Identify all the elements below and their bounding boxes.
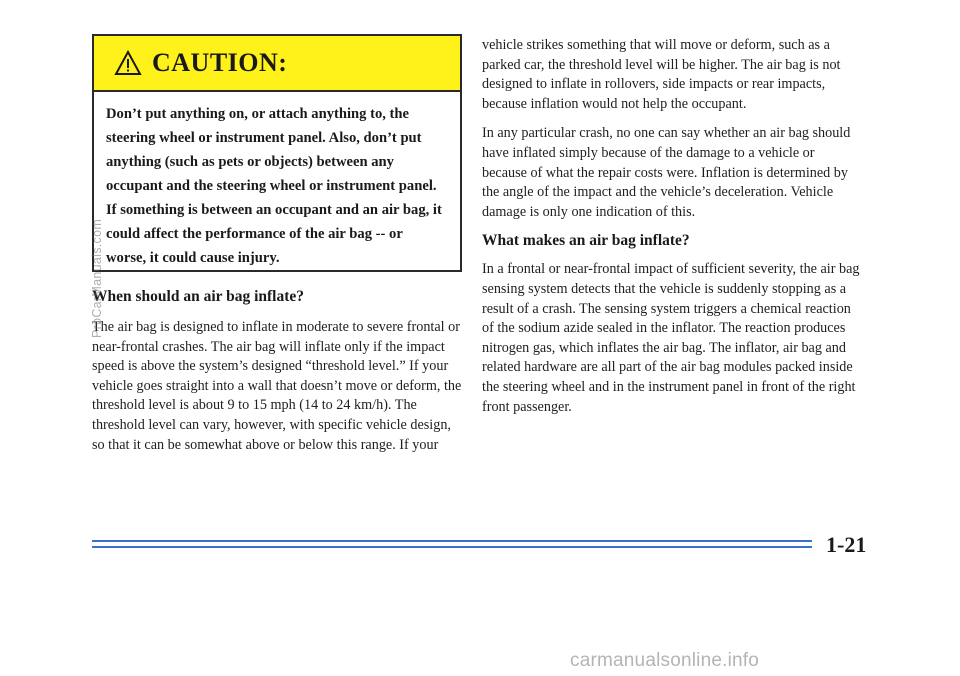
right-column <box>482 36 862 427</box>
warning-triangle-icon <box>114 50 142 76</box>
paragraph-threshold: The air bag is designed to inflate in moderate to severe frontal or near-frontal crashes. The air bag will inflate only if the impact speed is above the system’s designed “threshold level.” If your vehicle goes straight into a wall that doesn’t move or deform, the threshold level is about 9 to 15 mph (14 to 24 km/h). The threshold level can vary, however, with specific vehicle design, so that it can be somewhat above or below this range. If your <box>92 319 462 453</box>
caution-box <box>92 34 462 272</box>
watermark-bottom: carmanualsonline.info <box>570 650 760 671</box>
section-heading-when-inflate: When should an air bag inflate? <box>92 288 305 305</box>
caution-title: CAUTION: <box>152 48 288 77</box>
paragraph-continued: vehicle strikes something that will move or deform, such as a parked car, the threshold level will be higher. The air bag is not designed to inflate in rollovers, side impacts or rear impacts, because inflation would not help the occupant. <box>482 37 841 112</box>
footer-rule <box>92 540 812 554</box>
caution-header <box>94 36 460 92</box>
page-number: 1-21 <box>826 532 867 557</box>
section-heading-what-makes-inflate: What makes an air bag inflate? <box>482 232 690 250</box>
left-column <box>92 288 464 465</box>
caution-text: Don’t put anything on, or attach anything to, the steering wheel or instrument panel. Also, don’t put anything (such as pets or objects) between any occupant and the steering wheel or instrument panel. If something is between an occupant and an air bag, it could affect the performance of the air bag -- or worse, it could cause injury. <box>106 106 442 266</box>
paragraph-sensing-system: In a frontal or near-frontal impact of sufficient severity, the air bag sensing system detects that the vehicle is suddenly stopping as a result of a crash. The sensing system triggers a chemical reaction of the sodium azide sealed in the inflator. The reaction produces nitrogen gas, which inflates the air bag. The inflator, air bag and related hardware are all part of the air bag modules packed inside the steering wheel and in the instrument panel in front of the right front passenger. <box>482 261 860 415</box>
paragraph-any-crash: In any particular crash, no one can say whether an air bag should have inflated simply because of the damage to a vehicle or because of what the repair costs were. Inflation is determined by the angle of the impact and the vehicle’s deceleration. Vehicle damage is only one indication of this. <box>482 125 851 220</box>
watermark-vertical: ProCarManuals.com <box>90 218 104 338</box>
